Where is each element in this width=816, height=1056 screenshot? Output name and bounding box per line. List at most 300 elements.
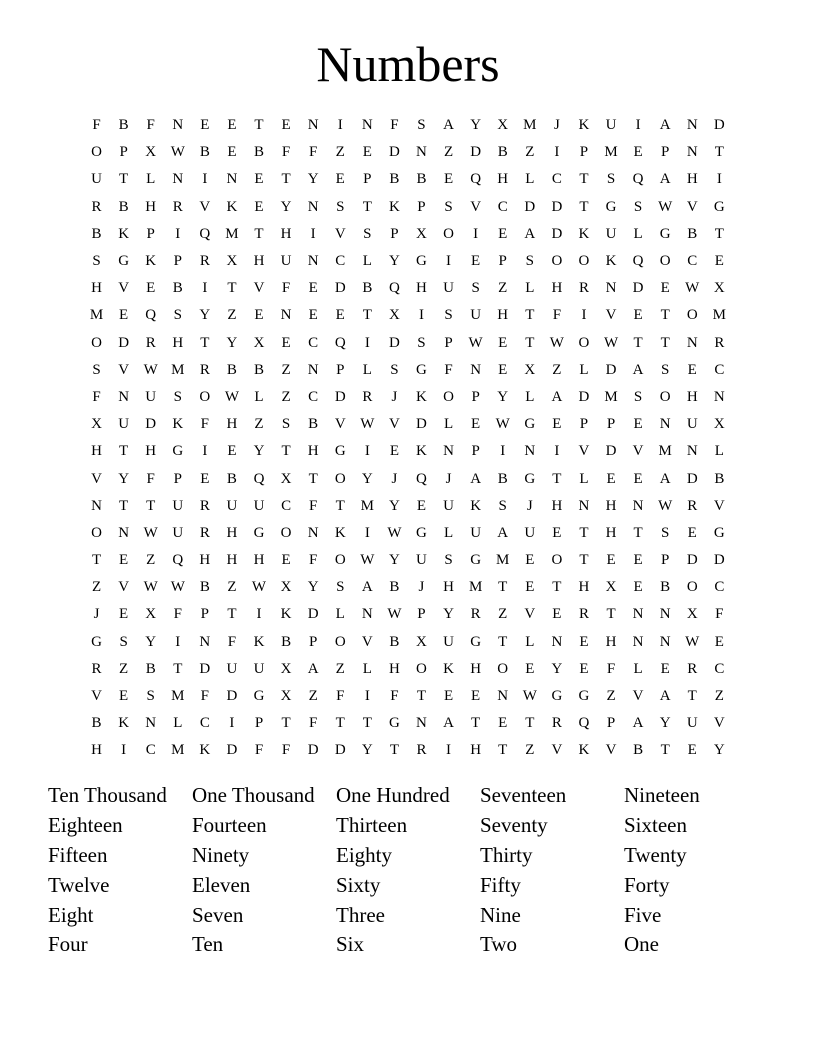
grid-letter: T [525,334,535,351]
grid-letter: R [416,742,427,759]
grid-letter: T [200,334,210,351]
grid-letter: Y [253,443,265,460]
grid-letter: P [606,416,616,433]
grid-letter: U [686,715,698,732]
grid-letter: Z [335,660,345,677]
grid-letter: X [605,579,617,596]
grid-letter: Y [307,579,319,596]
grid-letter: E [443,688,454,705]
grid-letter: E [119,606,129,623]
grid-letter: I [175,633,181,650]
grid-row [83,574,733,601]
grid-letter: Z [498,606,508,623]
grid-letter: S [417,117,426,134]
word-list-item: One Hundred [336,783,450,808]
grid-letter: P [661,552,670,569]
grid-letter: N [659,416,671,433]
grid-letter: D [334,742,346,759]
grid-letter: T [227,606,237,623]
grid-letter: D [713,552,725,569]
grid-letter: V [253,280,265,297]
grid-letter: K [416,443,427,460]
grid-letter: G [416,361,427,378]
grid-letter: T [552,579,562,596]
grid-letter: M [604,144,618,161]
grid-letter: O [578,334,590,351]
grid-letter: G [470,552,482,569]
grid-letter: E [119,688,129,705]
grid-letter: V [470,198,482,215]
grid-row [83,166,733,193]
grid-letter: N [118,524,130,541]
grid-letter: U [686,416,698,433]
grid-letter: O [91,524,102,541]
grid-letter: Z [498,280,508,297]
grid-letter: U [443,497,454,514]
grid-letter: N [497,688,509,705]
grid-letter: Q [578,715,590,732]
grid-letter: E [335,307,345,324]
word-list-item: Sixty [336,872,381,897]
grid-letter: T [308,470,318,487]
grid-letter: Z [254,416,264,433]
grid-letter: K [199,742,211,759]
grid-letter: D [334,280,346,297]
grid-letter: H [470,660,482,677]
grid-letter: D [632,280,644,297]
word-list-item: Fifty [480,872,521,897]
grid-letter: P [336,361,345,378]
grid-letter: F [308,715,318,732]
grid-letter: S [606,171,616,188]
grid-letter: N [172,117,184,134]
grid-letter: E [552,606,562,623]
grid-letter: I [364,334,370,351]
grid-letter: V [361,633,373,650]
grid-letter: R [91,660,102,677]
grid-letter: E [687,524,697,541]
grid-letter: A [659,470,671,487]
grid-letter: K [443,660,454,677]
grid-letter: E [281,334,291,351]
grid-letter: T [633,334,643,351]
grid-letter: H [416,280,427,297]
grid-letter: X [226,253,238,270]
grid-letter: E [633,552,643,569]
grid-letter: T [687,688,697,705]
grid-letter: D [686,552,698,569]
grid-letter: T [498,579,508,596]
grid-letter: O [686,307,698,324]
grid-letter: U [416,552,427,569]
grid-letter: E [362,144,372,161]
grid-letter: T [416,688,427,705]
grid-letter: L [525,388,535,405]
grid-letter: Y [443,606,454,623]
grid-letter: X [280,688,292,705]
grid-letter: D [199,660,211,677]
grid-letter: K [172,416,184,433]
grid-letter: T [335,715,345,732]
grid-letter: N [686,334,698,351]
grid-letter: W [685,633,700,650]
grid-letter: F [336,688,345,705]
grid-letter: P [417,606,426,623]
grid-letter: X [686,606,698,623]
grid-letter: A [307,660,319,677]
grid-letter: C [145,742,156,759]
grid-letter: W [658,198,673,215]
grid-letter: F [200,416,210,433]
grid-letter: Y [470,117,482,134]
grid-letter: H [91,443,102,460]
grid-letter: F [146,117,155,134]
grid-letter: E [498,334,508,351]
grid-letter: N [416,144,427,161]
grid-letter: W [143,579,158,596]
grid-letter: P [308,633,318,650]
grid-letter: T [281,443,291,460]
grid-letter: N [470,361,482,378]
grid-letter: I [229,715,235,732]
grid-letter: E [471,416,481,433]
grid-letter: N [686,117,698,134]
grid-letter: M [468,579,483,596]
grid-letter: O [497,660,509,677]
grid-letter: J [391,388,398,405]
word-list-item: Twenty [624,842,687,867]
grid-letter: N [145,715,157,732]
word-list-item: Fifteen [48,842,108,867]
word-list [48,781,768,960]
grid-letter: V [199,198,211,215]
grid-letter: N [416,715,427,732]
grid-letter: L [525,171,535,188]
grid-letter: S [525,253,534,270]
grid-letter: P [661,144,670,161]
grid-letter: E [687,742,697,759]
grid-letter: Z [91,579,102,596]
grid-letter: P [363,171,372,188]
grid-letter: N [632,497,644,514]
grid-letter: I [364,443,370,460]
grid-letter: N [280,307,292,324]
word-list-item: Ten [192,932,224,957]
grid-letter: S [633,198,643,215]
grid-letter: U [443,280,454,297]
grid-letter: E [389,443,399,460]
page-title: Numbers [316,36,500,92]
grid-letter: Y [388,497,400,514]
grid-letter: O [334,633,346,650]
grid-letter: N [659,606,671,623]
grid-letter: J [391,470,398,487]
grid-letter: K [416,388,427,405]
grid-letter: Z [227,579,237,596]
grid-letter: P [471,443,480,460]
grid-letter: R [91,198,102,215]
grid-letter: Y [551,660,563,677]
grid-row [83,248,733,275]
grid-letter: L [633,225,643,242]
grid-letter: N [226,171,238,188]
grid-letter: H [253,552,265,569]
grid-letter: S [417,334,426,351]
grid-letter: E [416,497,427,514]
grid-letter: Q [172,552,184,569]
grid-letter: T [498,633,508,650]
grid-letter: E [146,280,156,297]
grid-letter: W [658,497,673,514]
grid-letter: E [579,660,589,677]
grid-letter: J [445,470,452,487]
grid-letter: A [361,579,373,596]
grid-letter: O [91,144,102,161]
grid-letter: X [416,633,427,650]
word-list-row [48,870,768,900]
grid-letter: S [661,524,670,541]
grid-letter: G [253,524,265,541]
grid-letter: X [253,334,265,351]
grid-letter: C [714,361,725,378]
grid-letter: F [606,660,616,677]
grid-letter: O [659,388,671,405]
grid-letter: A [551,388,563,405]
grid-letter: O [659,253,671,270]
grid-letter: P [146,225,155,242]
grid-letter: G [524,470,536,487]
grid-letter: E [579,633,589,650]
grid-letter: L [146,171,156,188]
grid-letter: U [470,307,482,324]
grid-letter: N [686,144,698,161]
grid-letter: L [443,416,454,433]
grid-letter: T [606,606,616,623]
grid-letter: O [91,334,102,351]
grid-letter: S [173,388,182,405]
grid-letter: F [92,388,101,405]
word-list-item: Eighteen [48,813,123,838]
grid-letter: B [145,660,156,677]
grid-letter: D [524,198,536,215]
grid-letter: W [170,144,185,161]
grid-letter: B [254,361,265,378]
grid-letter: K [578,117,590,134]
grid-letter: X [91,416,102,433]
grid-letter: Q [470,171,482,188]
grid-letter: R [687,497,698,514]
grid-letter: I [446,253,452,270]
grid-letter: E [200,470,210,487]
grid-letter: N [307,524,319,541]
grid-letter: M [89,307,104,324]
grid-letter: F [444,361,453,378]
grid-letter: R [145,334,156,351]
grid-letter: M [604,388,618,405]
grid-letter: Q [334,334,346,351]
grid-letter: K [118,225,130,242]
grid-letter: L [525,280,535,297]
grid-letter: D [334,388,346,405]
grid-row [83,710,733,737]
grid-letter: E [525,660,535,677]
grid-letter: W [143,361,158,378]
grid-letter: B [714,470,725,487]
grid-letter: H [497,171,509,188]
grid-letter: F [146,470,155,487]
grid-row [83,601,733,628]
grid-letter: V [605,307,617,324]
grid-letter: Y [145,633,157,650]
grid-letter: R [199,497,210,514]
grid-letter: U [470,524,482,541]
grid-letter: I [364,524,370,541]
grid-letter: P [444,334,453,351]
grid-row [83,629,733,656]
grid-letter: T [362,198,372,215]
grid-letter: W [387,606,402,623]
grid-letter: L [362,253,372,270]
grid-letter: N [307,117,319,134]
grid-letter: N [118,388,130,405]
grid-letter: X [145,144,157,161]
grid-letter: M [171,688,185,705]
grid-letter: B [226,361,237,378]
grid-letter: F [390,688,399,705]
grid-letter: B [118,198,129,215]
grid-letter: K [334,524,346,541]
grid-letter: Q [632,171,644,188]
grid-letter: C [687,253,698,270]
grid-letter: E [525,579,535,596]
grid-letter: Z [443,144,454,161]
grid-letter: P [417,198,426,215]
grid-letter: Z [227,307,237,324]
grid-letter: W [251,579,267,596]
grid-letter: W [360,552,375,569]
grid-letter: W [143,524,158,541]
grid-letter: B [91,225,102,242]
grid-letter: B [633,742,644,759]
grid-letter: V [91,470,102,487]
grid-letter: E [633,416,643,433]
word-list-item: Seventy [480,813,548,838]
grid-letter: K [118,715,130,732]
grid-letter: O [334,470,346,487]
grid-letter: N [172,171,184,188]
grid-letter: H [145,198,157,215]
grid-letter: M [171,361,185,378]
grid-letter: D [226,688,238,705]
grid-letter: L [362,361,372,378]
grid-letter: Z [525,742,535,759]
word-list-item: Three [336,902,385,927]
grid-letter: E [633,579,643,596]
grid-letter: V [605,742,617,759]
grid-letter: D [388,144,400,161]
grid-letter: I [716,171,722,188]
grid-row [83,520,733,547]
grid-letter: E [308,307,318,324]
grid-letter: E [552,416,562,433]
grid-letter: V [334,225,346,242]
grid-letter: T [714,144,724,161]
grid-letter: L [443,524,454,541]
grid-letter: L [362,660,372,677]
grid-letter: K [470,497,482,514]
grid-letter: D [713,117,725,134]
grid-letter: E [714,633,724,650]
grid-letter: F [92,117,101,134]
grid-letter: P [498,253,507,270]
word-list-item: Five [624,902,662,927]
grid-letter: W [685,280,700,297]
grid-letter: V [334,416,346,433]
grid-letter: G [388,715,400,732]
grid-letter: K [226,198,238,215]
grid-letter: N [361,117,373,134]
grid-letter: T [552,470,562,487]
grid-letter: H [199,552,211,569]
grid-letter: D [145,416,157,433]
grid-letter: N [686,443,698,460]
grid-letter: U [605,225,617,242]
grid-letter: L [579,470,589,487]
grid-letter: I [175,225,181,242]
grid-letter: D [388,334,400,351]
grid-letter: Y [199,307,211,324]
grid-letter: T [281,715,291,732]
grid-letter: H [578,579,590,596]
grid-letter: G [524,416,536,433]
grid-letter: Q [253,470,265,487]
grid-letter: H [388,660,400,677]
grid-letter: T [362,715,372,732]
grid-letter: N [91,497,102,514]
grid-letter: U [118,416,130,433]
grid-letter: P [119,144,128,161]
grid-letter: U [253,497,265,514]
grid-letter: R [470,606,481,623]
grid-letter: D [605,443,617,460]
grid-letter: N [605,280,617,297]
grid-letter: V [118,361,130,378]
grid-letter: E [254,307,264,324]
grid-letter: P [579,144,589,161]
grid-letter: G [605,198,617,215]
grid-letter: B [308,416,319,433]
word-list-item: Ten Thousand [48,783,167,808]
word-list-item: Forty [624,872,670,897]
grid-letter: U [524,524,536,541]
grid-letter: H [686,171,698,188]
grid-letter: T [91,552,102,569]
grid-letter: S [173,307,182,324]
grid-letter: S [444,198,453,215]
grid-letter: E [633,307,643,324]
grid-letter: Y [118,470,130,487]
grid-letter: B [416,171,427,188]
grid-letter: F [308,497,318,514]
grid-letter: F [281,280,291,297]
grid-letter: Q [199,225,211,242]
grid-letter: T [119,443,129,460]
grid-letter: A [443,117,454,134]
grid-letter: Z [281,361,291,378]
grid-letter: L [714,443,724,460]
grid-letter: P [390,225,399,242]
grid-letter: H [605,633,617,650]
